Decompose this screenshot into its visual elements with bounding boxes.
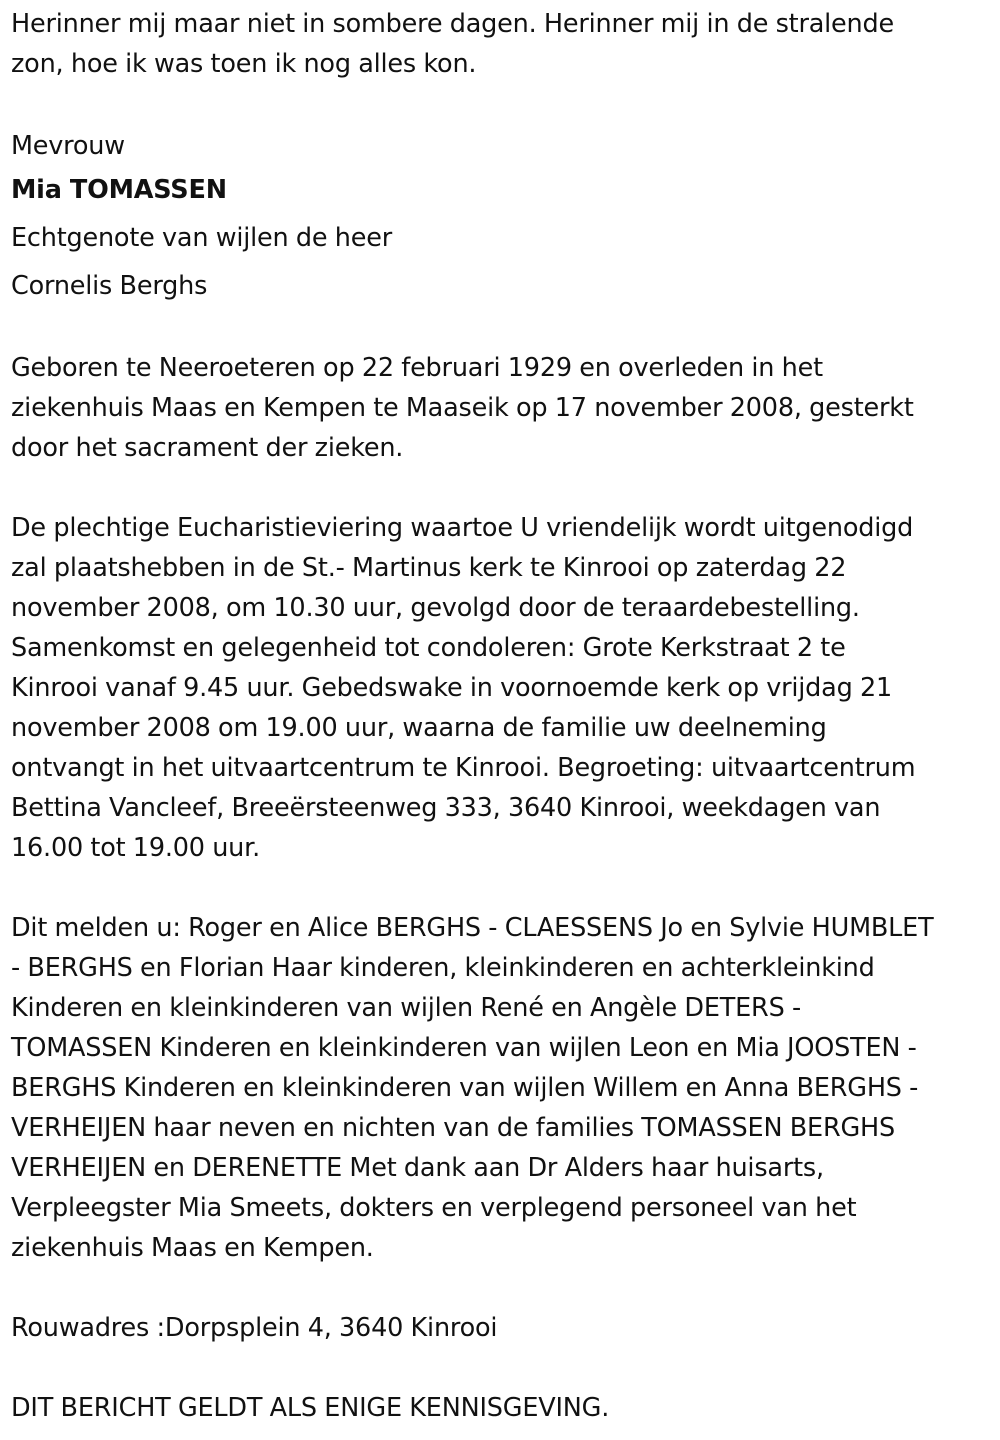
deceased-name: Mia TOMASSEN <box>11 175 227 205</box>
paragraph-line: Geboren te Neeroeteren op 22 februari 1929 en overleden in het <box>11 353 823 383</box>
deceased-block <box>11 126 993 310</box>
paragraph-line: ziekenhuis Maas en Kempen te Maaseik op 17 november 2008, gesterkt <box>11 393 914 423</box>
paragraph-line: TOMASSEN Kinderen en kleinkinderen van wijlen Leon en Mia JOOSTEN - <box>11 1033 917 1063</box>
paragraph-line: zal plaatshebben in de St.- Martinus kerk te Kinrooi op zaterdag 22 <box>11 553 847 583</box>
paragraph-line: VERHEIJEN haar neven en nichten van de families TOMASSEN BERGHS <box>11 1113 895 1143</box>
paragraph-line: november 2008, om 10.30 uur, gevolgd door de teraardebestelling. <box>11 593 860 623</box>
salutation: Mevrouw <box>11 131 125 161</box>
spacer <box>11 310 993 348</box>
spacer <box>11 84 993 124</box>
paragraph-line: Verpleegster Mia Smeets, dokters en verplegend personeel van het <box>11 1193 857 1223</box>
opening-verse <box>11 4 993 84</box>
paragraph-line: Bettina Vancleef, Breeërsteenweg 333, 3640 Kinrooi, weekdagen van <box>11 793 881 823</box>
notice-line: DIT BERICHT GELDT ALS ENIGE KENNISGEVING. <box>11 1393 610 1423</box>
paragraph-line: Dit melden u: Roger en Alice BERGHS - CLAESSENS Jo en Sylvie HUMBLET <box>11 913 934 943</box>
spacer <box>11 868 993 908</box>
paragraph-line: ziekenhuis Maas en Kempen. <box>11 1233 374 1263</box>
paragraph-line: De plechtige Eucharistieviering waartoe U vriendelijk wordt uitgenodigd <box>11 513 914 543</box>
birth-death-paragraph <box>11 348 993 468</box>
paragraph-line: door het sacrament der zieken. <box>11 433 404 463</box>
paragraph-line: BERGHS Kinderen en kleinkinderen van wijlen Willem en Anna BERGHS - <box>11 1073 919 1103</box>
paragraph-line: november 2008 om 19.00 uur, waarna de familie uw deelneming <box>11 713 827 743</box>
spacer <box>11 1348 993 1388</box>
paragraph-line: Kinrooi vanaf 9.45 uur. Gebedswake in voornoemde kerk op vrijdag 21 <box>11 673 893 703</box>
spacer <box>11 468 993 508</box>
ceremony-paragraph <box>11 508 993 868</box>
verse-line: Herinner mij maar niet in sombere dagen. Herinner mij in de stralende <box>11 9 894 39</box>
paragraph-line: 16.00 tot 19.00 uur. <box>11 833 260 863</box>
spouse-name: Cornelis Berghs <box>11 271 208 301</box>
verse-line: zon, hoe ik was toen ik nog alles kon. <box>11 49 477 79</box>
spacer <box>11 1268 993 1308</box>
paragraph-line: Samenkomst en gelegenheid tot condoleren: Grote Kerkstraat 2 te <box>11 633 846 663</box>
mourning-address: Rouwadres :Dorpsplein 4, 3640 Kinrooi <box>11 1313 498 1343</box>
paragraph-line: VERHEIJEN en DERENETTE Met dank aan Dr Alders haar huisarts, <box>11 1153 824 1183</box>
paragraph-line: Kinderen en kleinkinderen van wijlen René en Angèle DETERS - <box>11 993 801 1023</box>
paragraph-line: - BERGHS en Florian Haar kinderen, kleinkinderen en achterkleinkind <box>11 953 875 983</box>
obituary-document <box>11 4 993 1428</box>
family-paragraph <box>11 908 993 1268</box>
paragraph-line: ontvangt in het uitvaartcentrum te Kinrooi. Begroeting: uitvaartcentrum <box>11 753 916 783</box>
spouse-line: Echtgenote van wijlen de heer <box>11 223 392 253</box>
